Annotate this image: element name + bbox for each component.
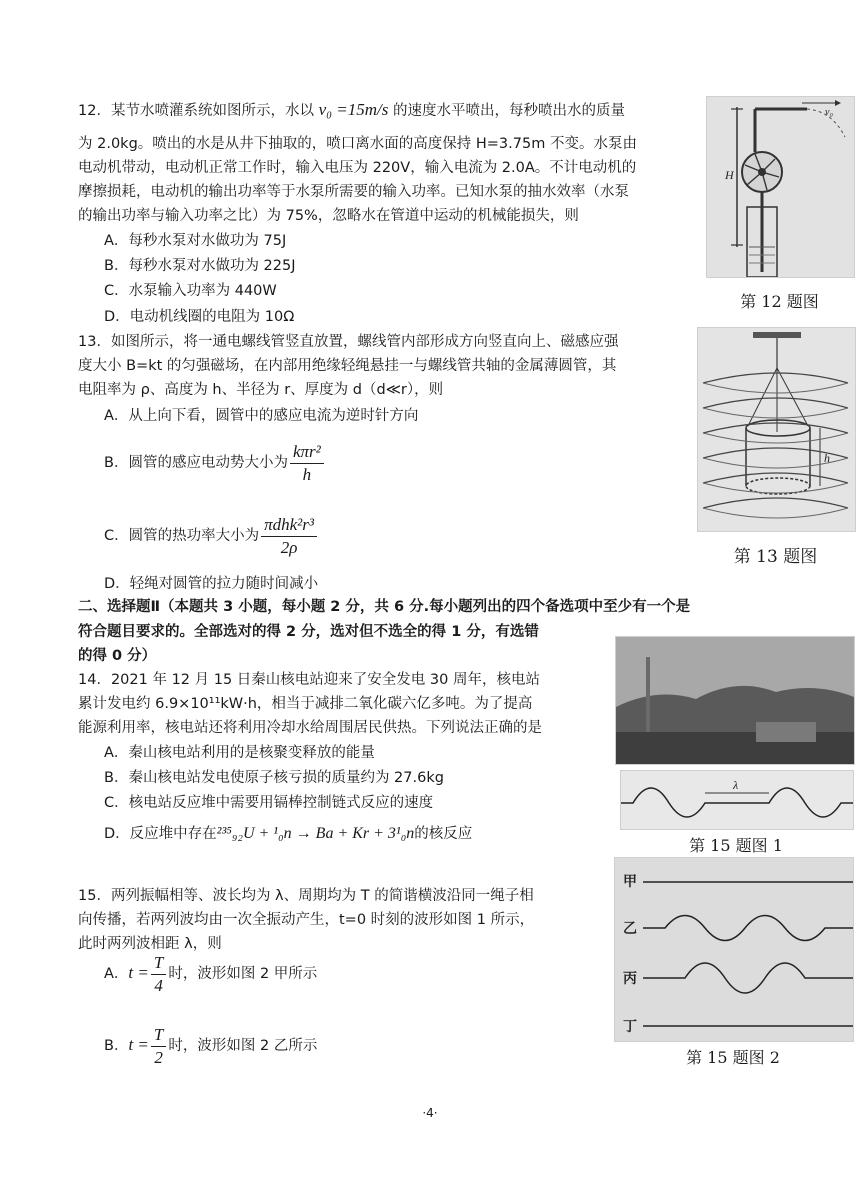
q15-fig2-label-ding: 丁 [623, 1019, 637, 1035]
q14-option-d [104, 823, 472, 845]
q12-fig-h-label: H [725, 168, 734, 182]
q13-figure [697, 327, 856, 532]
q13-option-c-fraction [261, 515, 317, 558]
q15-option-a-fraction [151, 953, 166, 996]
q12-option-b: B．每秒水泵对水做功为 225J [104, 258, 296, 274]
q13-solenoid-diagram [698, 328, 855, 531]
q15-figure2 [614, 857, 854, 1042]
q13-line3: 电阻率为 ρ、高度为 h、半径为 r、厚度为 d（d≪r），则 [78, 382, 444, 398]
q13-fig-h-label: h [824, 451, 830, 465]
q15-option-a-denominator: 4 [154, 975, 163, 995]
q14-option-d-text: D．反应堆中存在 [104, 826, 217, 842]
q15-fig2-waves [615, 858, 853, 1041]
q12-fig-v0-label: v₀ [825, 107, 833, 118]
q15-option-b-letter: B． [104, 1038, 129, 1054]
q14-option-b: B．秦山核电站发电使原子核亏损的质量约为 27.6kg [104, 770, 444, 786]
q12-line3: 电动机带动，电动机正常工作时，输入电压为 220V，输入电流为 2.0A。不计电动机的 [78, 160, 637, 176]
q15-figure2-caption: 第 15 题图 2 [686, 1048, 780, 1067]
q15-fig2-label-yi: 乙 [623, 921, 637, 937]
q13-option-b-text: B．圆管的感应电动势大小为 [104, 455, 288, 471]
q15-option-b-numerator: T [151, 1025, 166, 1047]
q13-option-b-fraction [290, 442, 324, 485]
q15-option-a-t: t = [128, 963, 149, 982]
q14-nuclear-reaction: ²³⁵₉₂U + ¹₀n → Ba + Kr + 3¹₀n [216, 825, 415, 842]
q15-line2: 向传播，若两列波均由一次全振动产生，t=0 时刻的波形如图 1 所示， [78, 912, 535, 928]
q14-line3: 能源利用率，核电站还将利用冷却水给周围居民供热。下列说法正确的是 [78, 720, 542, 736]
q15-option-a-letter: A． [104, 966, 129, 982]
q14-option-c: C．核电站反应堆中需要用镉棒控制链式反应的速度 [104, 795, 434, 811]
q15-option-b-fraction [151, 1025, 166, 1068]
q14-line2: 累计发电约 6.9×10¹¹kW·h，相当于减排二氧化碳六亿多吨。为了提高 [78, 696, 533, 712]
q14-photo-graphic [616, 637, 854, 764]
q13-line2: 度大小 B=kt 的匀强磁场，在内部用绝缘轻绳悬挂一与螺线管共轴的金属薄圆管，其 [78, 358, 617, 374]
q12-pump-diagram [707, 97, 854, 277]
q13-option-b-numerator: kπr² [290, 442, 324, 464]
q15-option-b-t: t = [128, 1035, 149, 1054]
q13-option-b [104, 438, 326, 488]
q13-line1: 13．如图所示，将一通电螺线管竖直放置，螺线管内部形成方向竖直向上、磁感应强 [78, 334, 619, 350]
q12-figure [706, 96, 855, 278]
q12-line2: 为 2.0kg。喷出的水是从井下抽取的，喷口离水面的高度保持 H=3.75m 不变。水泵由 [78, 136, 637, 152]
section2-heading-line2: 符合题目要求的。全部选对的得 2 分，选对但不选全的得 1 分，有选错 [78, 624, 539, 640]
q15-option-b-text: 时，波形如图 2 乙所示 [168, 1038, 318, 1054]
q12-velocity-formula: v₀ =15m/s [318, 100, 389, 119]
q12-line1-b: 的速度水平喷出，每秒喷出水的质量 [388, 103, 625, 119]
q15-line3: 此时两列波相距 λ，则 [78, 936, 222, 952]
q15-figure1-caption: 第 15 题图 1 [689, 836, 783, 855]
q14-line1: 14．2021 年 12 月 15 日秦山核电站迎来了安全发电 30 周年，核电站 [78, 672, 540, 688]
q15-fig2-label-bing: 丙 [623, 971, 637, 987]
section2-heading-line1: 二、选择题Ⅱ（本题共 3 小题，每小题 2 分，共 6 分.每小题列出的四个备选项中至少有一个是 [78, 599, 691, 615]
page-number: ·4· [422, 1106, 438, 1120]
q13-option-a: A．从上向下看，圆管中的感应电流为逆时针方向 [104, 408, 419, 424]
q13-option-c-numerator: πdhk²r³ [261, 515, 317, 537]
q15-fig2-label-jia: 甲 [623, 874, 637, 890]
q15-figure1 [620, 770, 854, 830]
q12-figure-caption: 第 12 题图 [740, 292, 819, 311]
q13-option-c [104, 511, 319, 561]
q12-option-d: D．电动机线圈的电阻为 10Ω [104, 309, 295, 325]
q14-option-d-suffix: 的核反应 [414, 826, 473, 842]
q13-option-d: D．轻绳对圆管的拉力随时间减小 [104, 576, 319, 592]
q12-option-a: A．每秒水泵对水做功为 75J [104, 233, 287, 249]
q12-line1 [78, 99, 625, 122]
q15-option-a-numerator: T [151, 953, 166, 975]
q13-option-b-denominator: h [302, 464, 312, 484]
q12-line1-a: 12．某节水喷灌系统如图所示，水以 [78, 103, 319, 119]
q15-fig1-waves [621, 771, 853, 829]
q12-line5: 的输出功率与输入功率之比）为 75%，忽略水在管道中运动的机械能损失，则 [78, 208, 579, 224]
q12-option-c: C．水泵输入功率为 440W [104, 283, 277, 299]
q13-option-c-text: C．圆管的热功率大小为 [104, 528, 260, 544]
section2-heading-line3: 的得 0 分） [78, 648, 157, 664]
q15-option-b-denominator: 2 [154, 1047, 163, 1067]
q15-fig1-lambda: λ [733, 778, 739, 792]
q15-line1: 15．两列振幅相等、波长均为 λ、周期均为 T 的简谐横波沿同一绳子相 [78, 888, 534, 904]
q13-figure-caption: 第 13 题图 [733, 547, 818, 567]
q15-option-a-text: 时，波形如图 2 甲所示 [168, 966, 318, 982]
q13-option-c-denominator: 2ρ [280, 537, 298, 557]
q14-power-plant-photo [615, 636, 855, 765]
q15-option-b [104, 1020, 317, 1070]
q15-option-a [104, 948, 317, 998]
q12-line4: 摩擦损耗，电动机的输出功率等于水泵所需要的输入功率。已知水泵的抽水效率（水泵 [78, 184, 629, 200]
q14-option-a: A．秦山核电站利用的是核聚变释放的能量 [104, 745, 375, 761]
